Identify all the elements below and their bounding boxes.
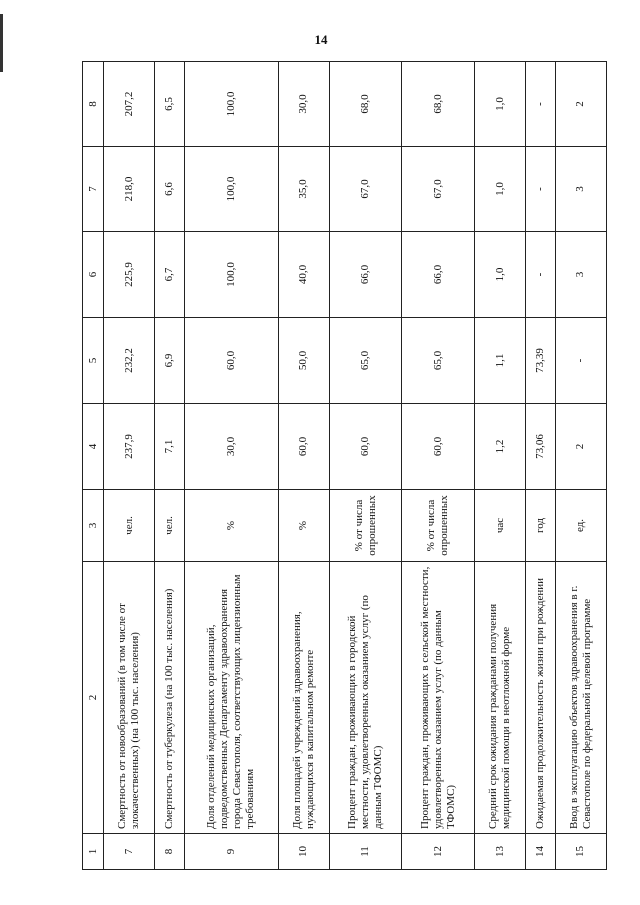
value-cell: 60,0 <box>184 318 278 404</box>
table-container <box>82 62 607 870</box>
row-number: 10 <box>278 834 329 870</box>
value-cell: - <box>526 232 556 318</box>
indicator-name: Ожидаемая продолжительность жизни при рождении <box>526 562 556 834</box>
unit-cell: % от числа опрошенных <box>329 490 402 562</box>
table-row <box>184 62 278 870</box>
indicator-name: Смертность от туберкулеза (на 100 тыс. населения) <box>155 562 185 834</box>
value-cell: - <box>555 318 606 404</box>
value-cell: 67,0 <box>329 147 402 232</box>
unit-cell: год <box>526 490 556 562</box>
table-row <box>526 62 556 870</box>
value-cell: 100,0 <box>184 62 278 147</box>
value-cell: 40,0 <box>278 232 329 318</box>
unit-cell: % от числа опрошенных <box>402 490 475 562</box>
unit-cell: % <box>184 490 278 562</box>
value-cell: 218,0 <box>104 147 155 232</box>
value-cell: 207,2 <box>104 62 155 147</box>
indicator-name: Процент граждан, проживающих в сельской местности, удовлетворенных оказанием услуг (по данным ТФОМС) <box>402 562 475 834</box>
indicators-table <box>82 61 607 870</box>
value-cell: 1,0 <box>475 232 526 318</box>
row-number: 14 <box>526 834 556 870</box>
margin-mark <box>0 14 3 72</box>
unit-cell: чел. <box>155 490 185 562</box>
page-number: 14 <box>314 32 328 47</box>
value-cell: 7,1 <box>155 404 185 490</box>
table-row <box>104 62 155 870</box>
value-cell: 2 <box>555 62 606 147</box>
header-col-8: 8 <box>83 62 104 147</box>
indicator-name: Ввод в эксплуатацию объектов здравоохранения в г. Севастополе по федеральной целевой программе <box>555 562 606 834</box>
value-cell: 50,0 <box>278 318 329 404</box>
row-number: 13 <box>475 834 526 870</box>
header-col-6: 6 <box>83 232 104 318</box>
value-cell: 6,5 <box>155 62 185 147</box>
row-number: 8 <box>155 834 185 870</box>
indicator-name: Средний срок ожидания гражданами получения медицинской помощи в неотложной форме <box>475 562 526 834</box>
row-number: 9 <box>184 834 278 870</box>
value-cell: 30,0 <box>184 404 278 490</box>
table-header-row <box>83 62 104 870</box>
header-col-2: 2 <box>83 562 104 834</box>
value-cell: 60,0 <box>329 404 402 490</box>
value-cell: 73,06 <box>526 404 556 490</box>
value-cell: - <box>526 147 556 232</box>
table-row <box>555 62 606 870</box>
row-number: 12 <box>402 834 475 870</box>
indicator-name: Смертность от новообразований (в том числе от злокачественных) (на 100 тыс. населения) <box>104 562 155 834</box>
value-cell: 225,9 <box>104 232 155 318</box>
value-cell: 68,0 <box>329 62 402 147</box>
value-cell: 1,1 <box>475 318 526 404</box>
value-cell: 67,0 <box>402 147 475 232</box>
value-cell: 2 <box>555 404 606 490</box>
table-row <box>329 62 402 870</box>
table-row <box>402 62 475 870</box>
value-cell: 65,0 <box>329 318 402 404</box>
row-number: 15 <box>555 834 606 870</box>
value-cell: 237,9 <box>104 404 155 490</box>
value-cell: 6,9 <box>155 318 185 404</box>
value-cell: 68,0 <box>402 62 475 147</box>
value-cell: 3 <box>555 232 606 318</box>
header-col-5: 5 <box>83 318 104 404</box>
value-cell: 232,2 <box>104 318 155 404</box>
value-cell: 6,6 <box>155 147 185 232</box>
value-cell: 1,0 <box>475 147 526 232</box>
value-cell: 35,0 <box>278 147 329 232</box>
header-col-1: 1 <box>83 834 104 870</box>
indicator-name: Доля отделений медицинских организаций, подведомственных Департаменту здравоохранения города Севастополя, соответствующих лицензионным требованиям <box>184 562 278 834</box>
header-col-3: 3 <box>83 490 104 562</box>
rotated-table-area <box>82 62 607 870</box>
value-cell: 100,0 <box>184 147 278 232</box>
unit-cell: % <box>278 490 329 562</box>
value-cell: 30,0 <box>278 62 329 147</box>
value-cell: 60,0 <box>278 404 329 490</box>
unit-cell: чел. <box>104 490 155 562</box>
row-number: 11 <box>329 834 402 870</box>
header-col-7: 7 <box>83 147 104 232</box>
indicator-name: Доля площадей учреждений здравоохранения, нуждающихся в капитальном ремонте <box>278 562 329 834</box>
value-cell: - <box>526 62 556 147</box>
value-cell: 60,0 <box>402 404 475 490</box>
indicator-name: Процент граждан, проживающих в городской местности, удовлетворенных оказанием услуг (по данным ТФОМС) <box>329 562 402 834</box>
value-cell: 3 <box>555 147 606 232</box>
value-cell: 65,0 <box>402 318 475 404</box>
value-cell: 73,39 <box>526 318 556 404</box>
table-row <box>278 62 329 870</box>
value-cell: 100,0 <box>184 232 278 318</box>
value-cell: 66,0 <box>402 232 475 318</box>
table-row <box>475 62 526 870</box>
row-number: 7 <box>104 834 155 870</box>
table-row <box>155 62 185 870</box>
unit-cell: ед. <box>555 490 606 562</box>
value-cell: 1,2 <box>475 404 526 490</box>
value-cell: 1,0 <box>475 62 526 147</box>
unit-cell: час <box>475 490 526 562</box>
value-cell: 6,7 <box>155 232 185 318</box>
value-cell: 66,0 <box>329 232 402 318</box>
header-col-4: 4 <box>83 404 104 490</box>
